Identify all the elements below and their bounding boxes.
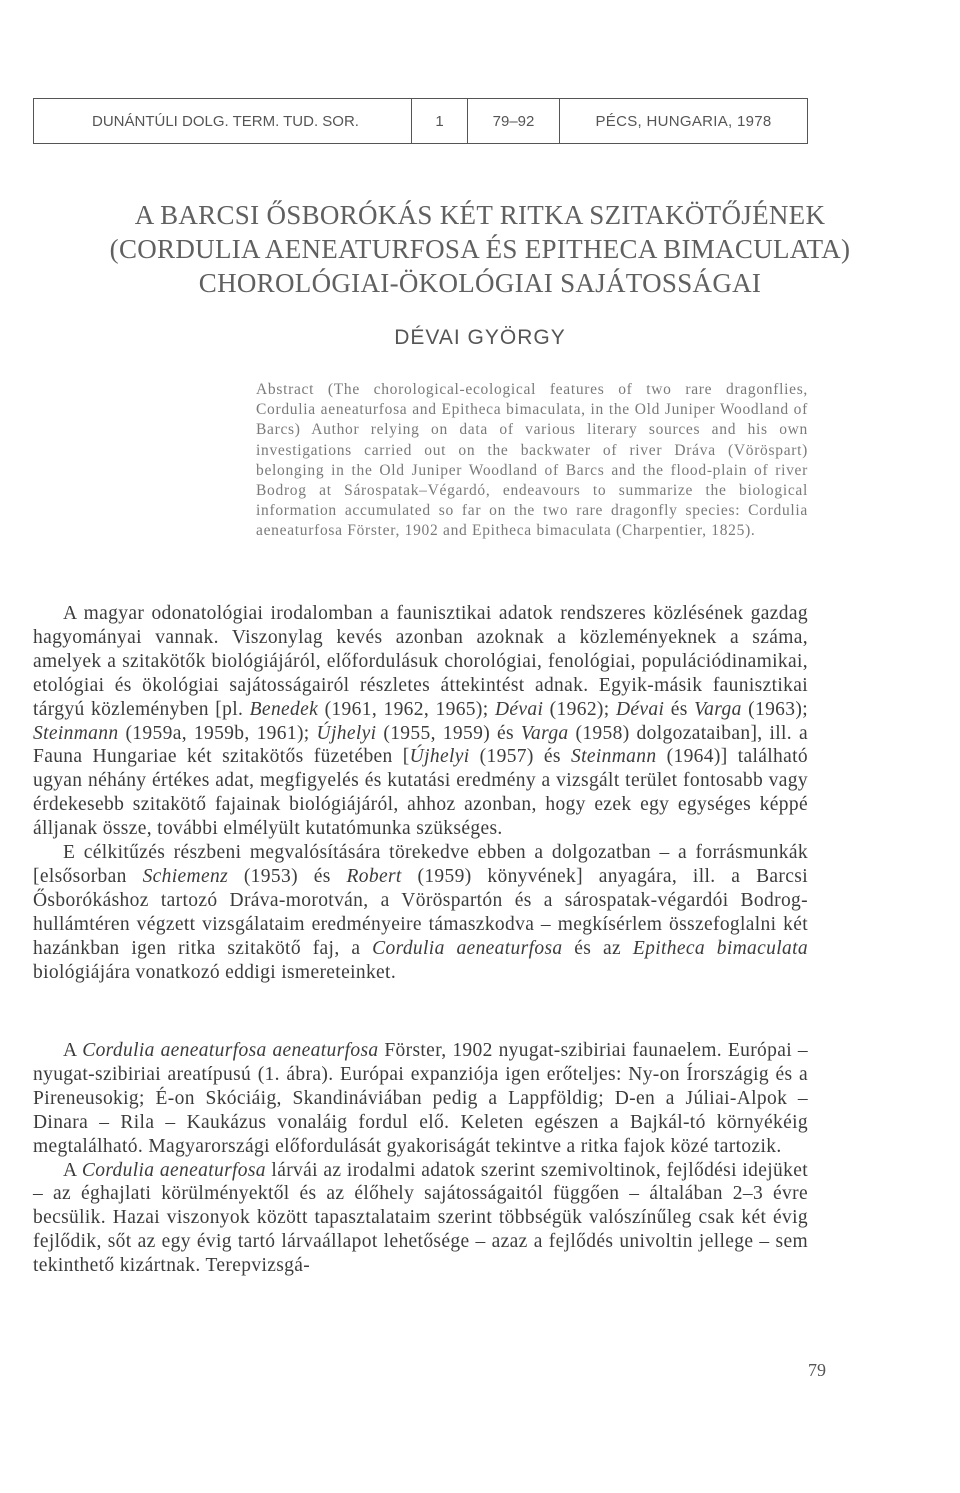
issue-number: 1: [412, 99, 468, 143]
paragraph-4: A Cordulia aeneaturfosa lárvái az irodalmi adatok szerint szemivoltinok, fejlődési idejüket – az éghajlati körülményektől és az élőhely sajátosságaitól függően – általában 2–3 évre becsülik. Hazai viszonyok között tapasztalataim szerint többségük valószínűleg csak két évig fejlődik, sőt az egy évig tartó lárvaállapot lehetősége – azaz a fejlődés univoltin jellege – sem tekinthető kizártnak. Terepvizsgá-: [33, 1159, 808, 1277]
abstract: Abstract (The chorological-ecological features of two rare dragonflies, Cordulia aeneaturfosa and Epitheca bimaculata, in the Old Juniper Woodland of Barcs) Author relying on data of various literary sources and his own investigations carried out on the backwater of river Dráva (Vöröspart) belonging in the Old Juniper Woodland of Barcs and the flood-plain of river Bodrog at Sárospatak–Végardó, endeavours to summarize the biological information accumulated so far on the two rare dragonfly species: Cordulia aeneaturfosa Förster, 1902 and Epitheca bimaculata (Charpentier, 1825).: [256, 381, 808, 540]
article-title: [0, 198, 960, 300]
paragraph-3: A Cordulia aeneaturfosa aeneaturfosa Förster, 1902 nyugat-szibiriai faunaelem. Európai – nyugat-szibiriai areatípusú (1. ábra). Európai expanziója igen erőteljes: Ny-on Írországig és a Pireneusokig; É-on Skóciáig, Skandináviában pedig a Lappföldig; D-en a Júliai-Alpok – Dinara – Rila – Kaukázus vonaláig fordul elő. Keleten egészen a Bajkál-tó környékéig megtalálható. Magyarországi előfordulását gyakoriságát tekintve a ritka fajok közé tartozik.: [33, 1040, 808, 1157]
page-number: 79: [808, 1360, 826, 1380]
author-name: DÉVAI GYÖRGY: [394, 326, 566, 349]
journal-name: DUNÁNTÚLI DOLG. TERM. TUD. SOR.: [34, 99, 412, 143]
page-range: 79–92: [468, 99, 560, 143]
place-year: PÉCS, HUNGARIA, 1978: [595, 112, 772, 130]
paragraph-2: E célkitűzés részbeni megvalósítására törekedve ebben a dolgozatban – a forrásmunkák [elsősorban Schiemenz (1953) és Robert (1959) könyvének] anyagára, ill. a Barcsi Ősborókáshoz tartozó Dráva-morotván, a Vöröspartón és a sárospatak-végardói Bodrog-hullámtéren végzett vizsgálataim eredményeire támaszkodva – megkísérlem összefoglalni két hazánkban igen ritka szitakötő faj, a Cordulia aeneaturfosa és az Epitheca bimaculata biológiájára vonatkozó eddigi ismereteinket.: [33, 842, 808, 983]
title-line-2: (CORDULIA AENEATURFOSA ÉS EPITHECA BIMACULATA): [109, 234, 851, 264]
body-text: [33, 602, 808, 985]
body-text-section-2: [33, 1039, 808, 1278]
paragraph-1: A magyar odonatológiai irodalomban a faunisztikai adatok rendszeres közlésének gazdag hagyományai vannak. Viszonylag kevés azonban azoknak a közleményeknek a száma, amelyek a szitakötők biológiájáról, előfordulásuk chorológiai, fenológiai, populációdinamikai, etológiai és ökológiai sajátosságairól részletes áttekintést adnak. Egyik-másik faunisztikai tárgyú közleményben [pl. Benedek (1961, 1962, 1965); Dévai (1962); Dévai és Varga (1963); Steinmann (1959a, 1959b, 1961); Újhelyi (1955, 1959) és Varga (1958) dolgozataiban], ill. a Fauna Hungariae két szitakötős füzetében [Újhelyi (1957) és Steinmann (1964)] található ugyan néhány értékes adat, megfigyelés és kutatási eredmény a vizsgált terület fontosabb vagy érdekesebb szitakötő fajainak biológiájáról, ahhoz azonban, hogy ezek egy egységes képpé álljanak össze, további elmélyült kutatómunka szükséges.: [33, 603, 808, 840]
title-line-3: CHOROLÓGIAI-ÖKOLÓGIAI SAJÁTOSSÁGAI: [198, 268, 762, 298]
journal-header: [33, 98, 808, 144]
title-line-1: A BARCSI ŐSBORÓKÁS KÉT RITKA SZITAKÖTŐJÉNEK: [134, 200, 826, 230]
